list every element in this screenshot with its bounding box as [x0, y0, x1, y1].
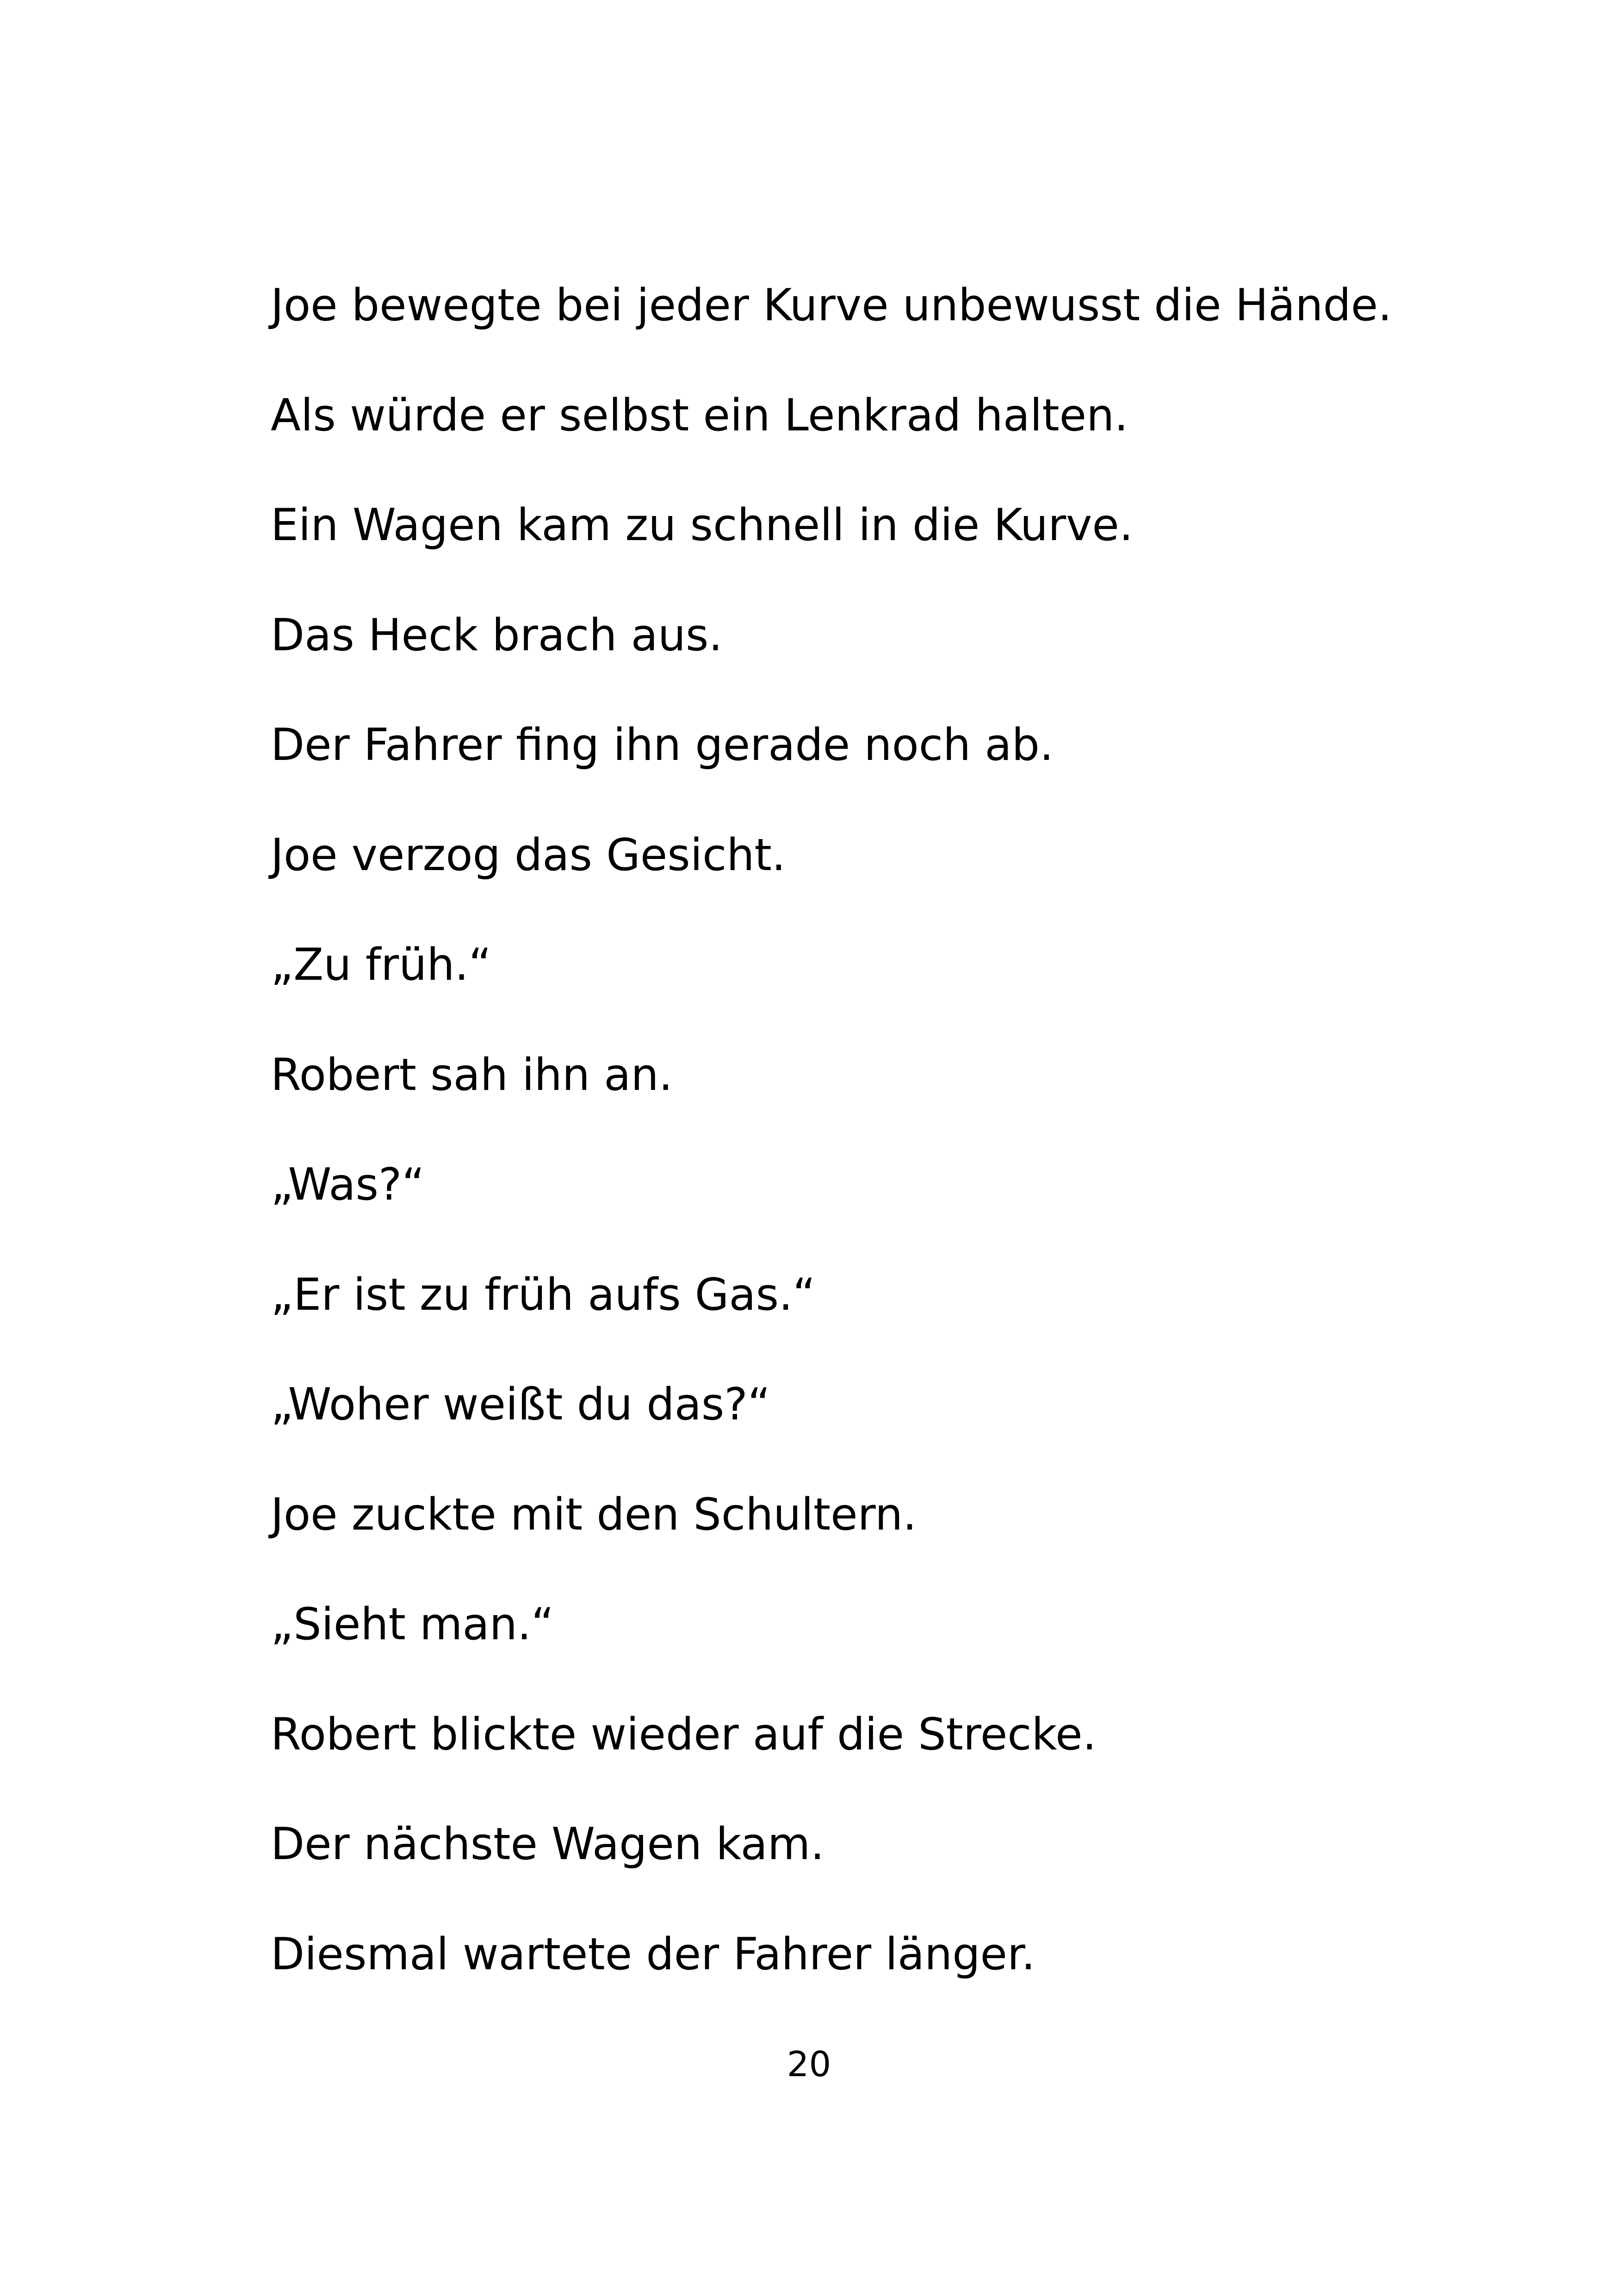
- page-number: 20: [787, 2044, 831, 2084]
- text-line: Joe bewegte bei jeder Kurve unbewusst die Hände.: [271, 280, 1392, 331]
- text-line: Joe zuckte mit den Schultern.: [271, 1489, 917, 1540]
- text-line: Diesmal wartete der Fahrer länger.: [271, 1929, 1035, 1980]
- body-text: [271, 264, 1427, 2022]
- text-line: Als würde er selbst ein Lenkrad halten.: [271, 390, 1128, 441]
- dialogue-line: „Sieht man.“: [271, 1599, 554, 1650]
- text-line: Der nächste Wagen kam.: [271, 1819, 824, 1870]
- text-line: Das Heck brach aus.: [271, 610, 723, 661]
- dialogue-line: „Er ist zu früh aufs Gas.“: [271, 1269, 816, 1320]
- text-line: Der Fahrer fing ihn gerade noch ab.: [271, 720, 1054, 771]
- text-line: Robert sah ihn an.: [271, 1049, 673, 1101]
- text-line: Ein Wagen kam zu schnell in die Kurve.: [271, 500, 1134, 551]
- text-line: Robert blickte wieder auf die Strecke.: [271, 1709, 1097, 1760]
- dialogue-line: „Was?“: [271, 1159, 425, 1210]
- dialogue-line: „Zu früh.“: [271, 940, 492, 990]
- dialogue-line: „Woher weißt du das?“: [271, 1379, 771, 1430]
- text-line: Joe verzog das Gesicht.: [271, 829, 786, 881]
